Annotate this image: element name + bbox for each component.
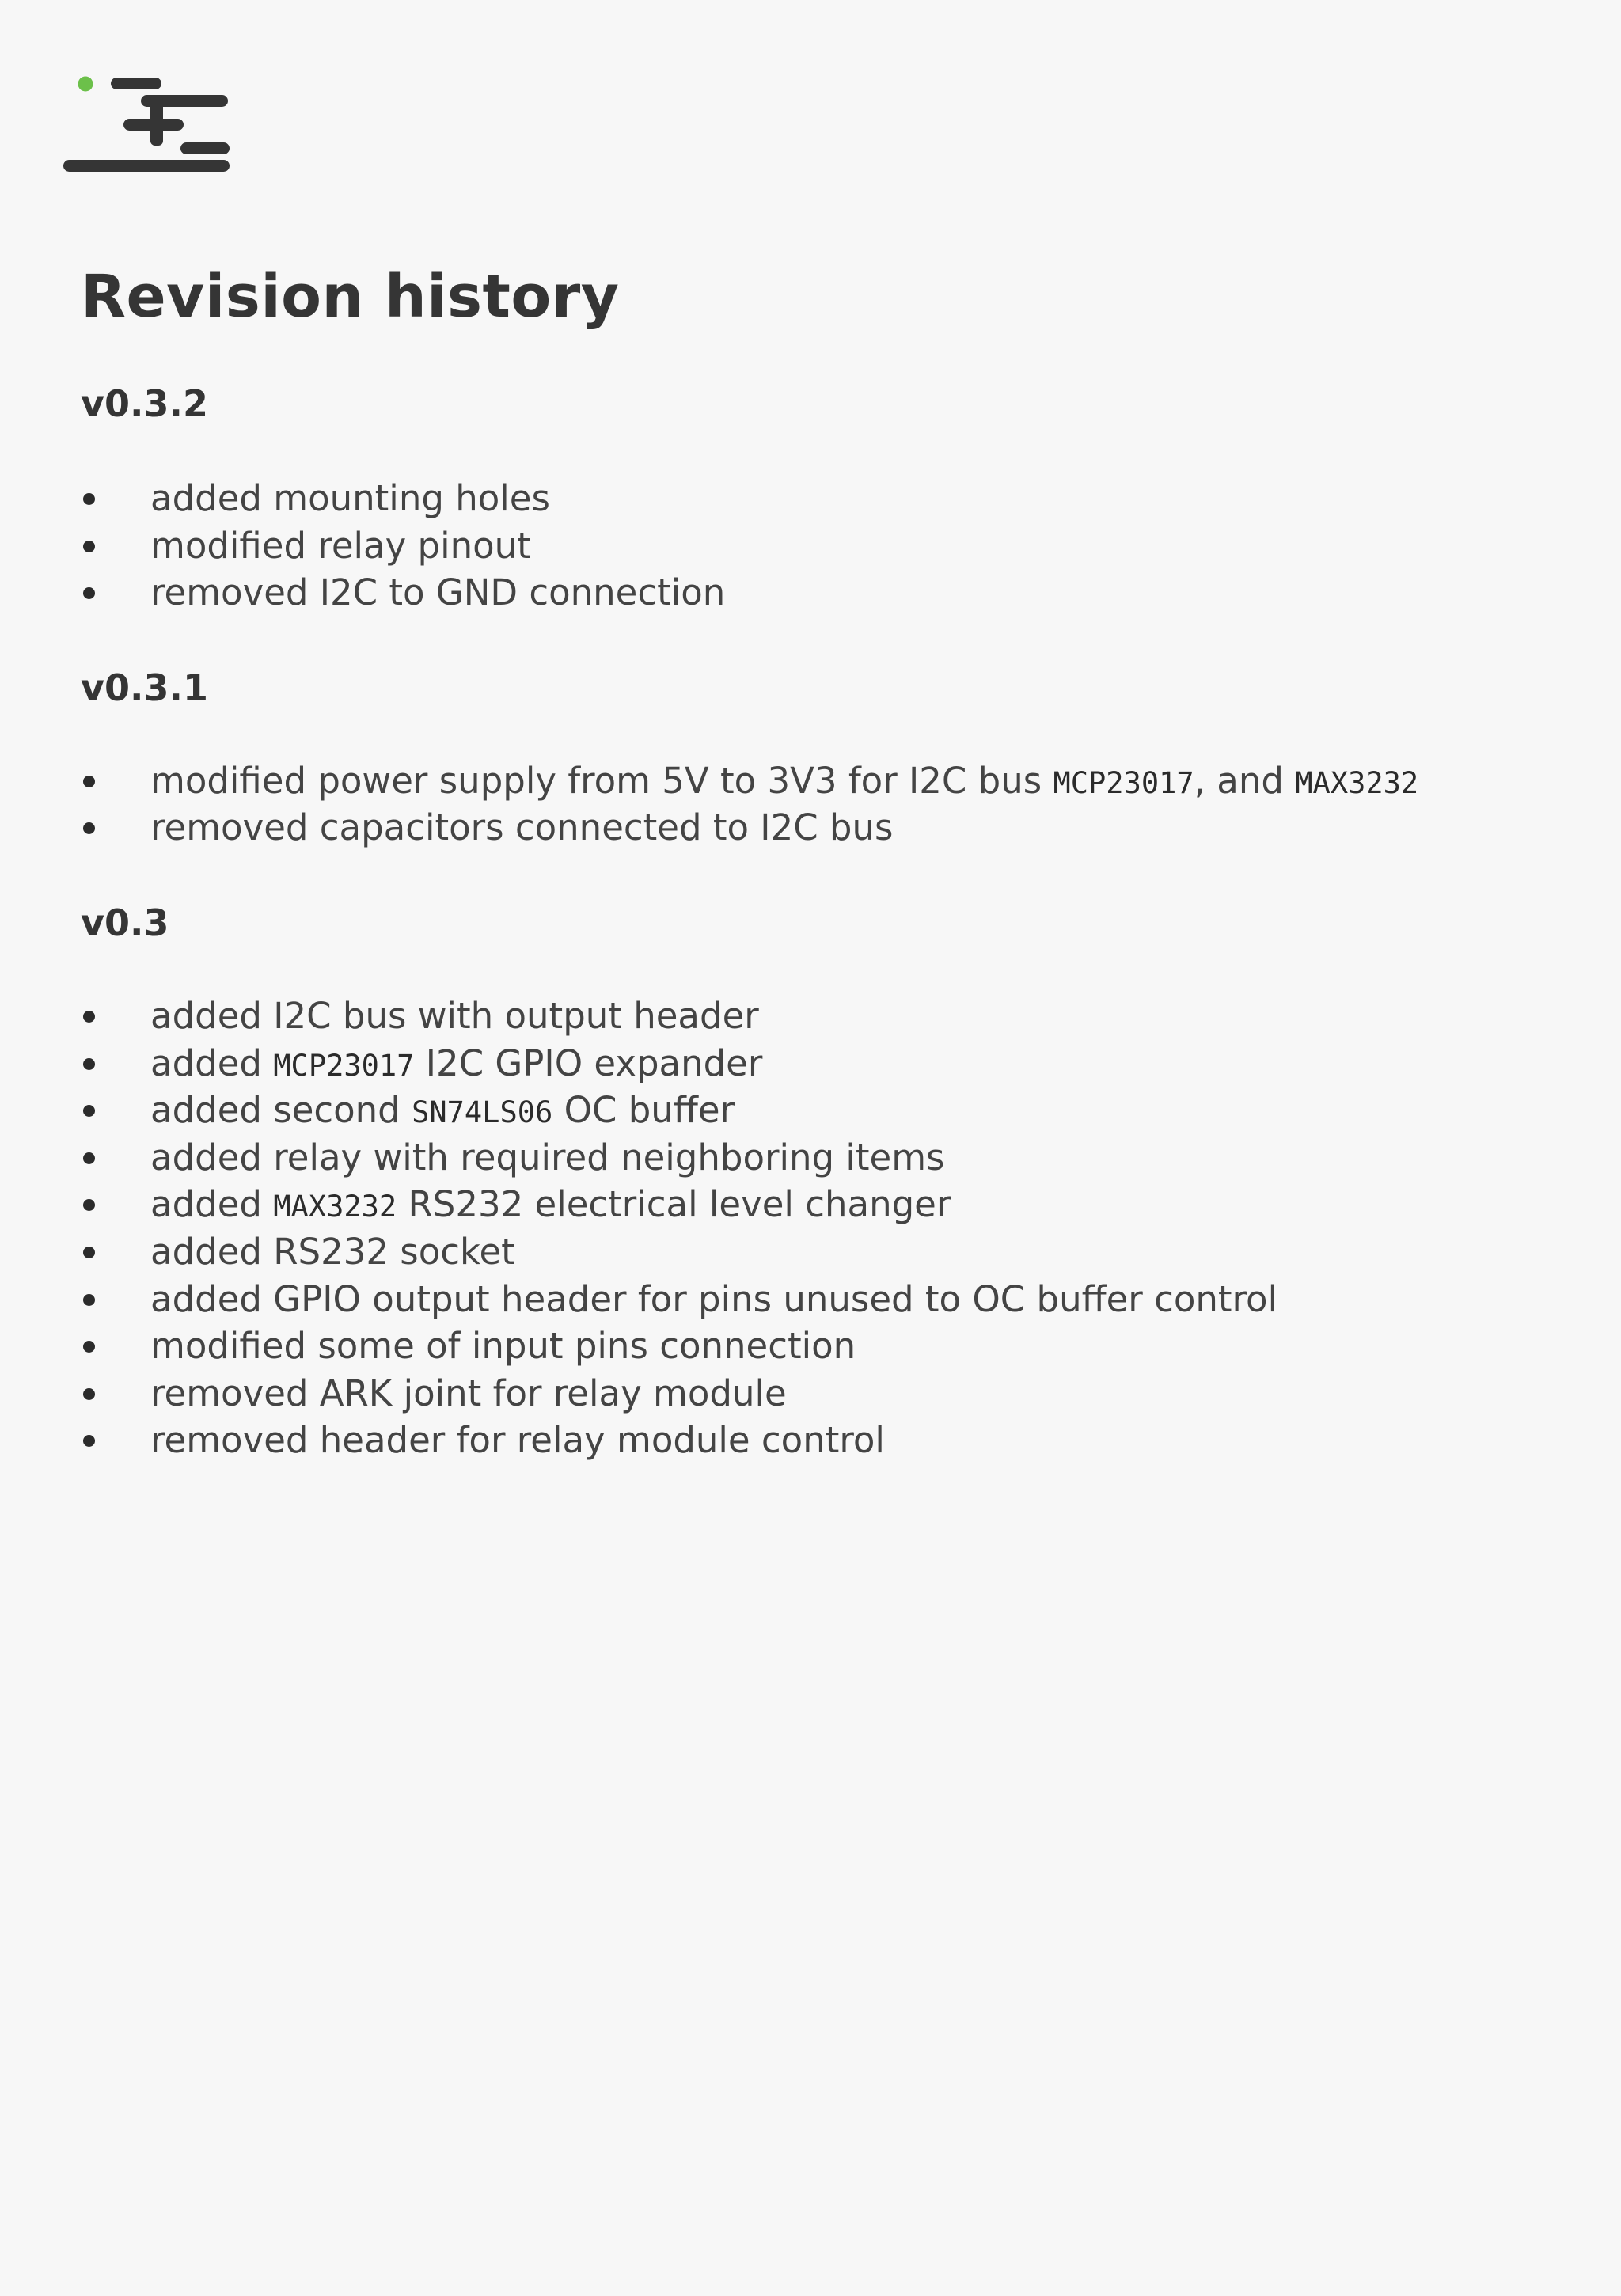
logo-bottom-bar bbox=[63, 160, 230, 172]
change-text: added RS232 socket bbox=[150, 1230, 515, 1273]
change-text: removed I2C to GND connection bbox=[150, 571, 726, 614]
bullet-icon bbox=[83, 822, 95, 834]
list-item bbox=[81, 522, 1537, 570]
change-text: added I2C bus with output header bbox=[150, 994, 759, 1037]
change-text: removed capacitors connected to I2C bus bbox=[150, 806, 894, 849]
part-number: MAX3232 bbox=[1295, 765, 1419, 800]
change-text: , and bbox=[1194, 759, 1296, 802]
change-text: I2C GPIO expander bbox=[414, 1042, 763, 1084]
list-item bbox=[81, 1134, 1537, 1182]
change-text: added GPIO output header for pins unused to OC buffer control bbox=[150, 1277, 1278, 1320]
bullet-icon bbox=[83, 1199, 95, 1211]
change-text: added relay with required neighboring items bbox=[150, 1136, 945, 1178]
change-text: modified some of input pins connection bbox=[150, 1325, 856, 1368]
bullet-icon bbox=[83, 1294, 95, 1306]
list-item bbox=[81, 569, 1537, 617]
revision-history-document bbox=[81, 253, 1537, 1464]
bullet-icon bbox=[83, 587, 95, 599]
bullet-icon bbox=[83, 1011, 95, 1023]
change-list-v0-3-1 bbox=[81, 757, 1537, 852]
company-logo-icon bbox=[62, 74, 230, 182]
list-item bbox=[81, 757, 1537, 805]
part-number: MCP23017 bbox=[1053, 765, 1194, 800]
version-heading-v0-3-1: v0.3.1 bbox=[81, 666, 208, 709]
bullet-icon bbox=[83, 1341, 95, 1353]
list-item bbox=[81, 1181, 1537, 1228]
list-item bbox=[81, 804, 1537, 852]
list-item bbox=[81, 1228, 1537, 1276]
bullet-icon bbox=[83, 1152, 95, 1164]
change-text: added mounting holes bbox=[150, 477, 550, 519]
list-item bbox=[81, 1040, 1537, 1087]
list-item bbox=[81, 1323, 1537, 1370]
change-text: removed ARK joint for relay module bbox=[150, 1372, 787, 1414]
list-item bbox=[81, 992, 1537, 1040]
change-text: OC buffer bbox=[552, 1089, 735, 1132]
list-item bbox=[81, 1370, 1537, 1417]
change-text: modified power supply from 5V to 3V3 for I2C bus bbox=[150, 759, 1053, 802]
part-number: MAX3232 bbox=[273, 1190, 397, 1224]
bullet-icon bbox=[83, 776, 95, 787]
logo-top-bar bbox=[111, 78, 161, 89]
change-text: RS232 electrical level changer bbox=[397, 1183, 951, 1226]
change-text: added bbox=[150, 1183, 274, 1226]
bullet-icon bbox=[83, 541, 95, 552]
bullet-icon bbox=[83, 1388, 95, 1400]
list-item bbox=[81, 1087, 1537, 1134]
change-text: added second bbox=[150, 1089, 412, 1132]
bullet-icon bbox=[83, 1247, 95, 1258]
page-title: Revision history bbox=[81, 263, 620, 331]
logo-middle-right-bar bbox=[180, 142, 230, 154]
part-number: SN74LS06 bbox=[412, 1095, 553, 1130]
bullet-icon bbox=[83, 1058, 95, 1070]
change-text: removed header for relay module control bbox=[150, 1419, 885, 1462]
list-item bbox=[81, 1417, 1537, 1464]
bullet-icon bbox=[83, 1105, 95, 1117]
bullet-icon bbox=[83, 493, 95, 505]
bullet-icon bbox=[83, 1435, 95, 1447]
change-list-v0-3 bbox=[81, 992, 1537, 1464]
change-list-v0-3-2 bbox=[81, 475, 1537, 617]
logo-accent-dot bbox=[78, 77, 93, 92]
change-text: added bbox=[150, 1042, 274, 1084]
part-number: MCP23017 bbox=[273, 1048, 415, 1083]
version-heading-v0-3-2: v0.3.2 bbox=[81, 382, 208, 425]
change-text: modified relay pinout bbox=[150, 524, 531, 567]
list-item bbox=[81, 1276, 1537, 1323]
version-heading-v0-3: v0.3 bbox=[81, 901, 169, 944]
logo-middle-bar bbox=[123, 119, 184, 131]
list-item bbox=[81, 475, 1537, 522]
